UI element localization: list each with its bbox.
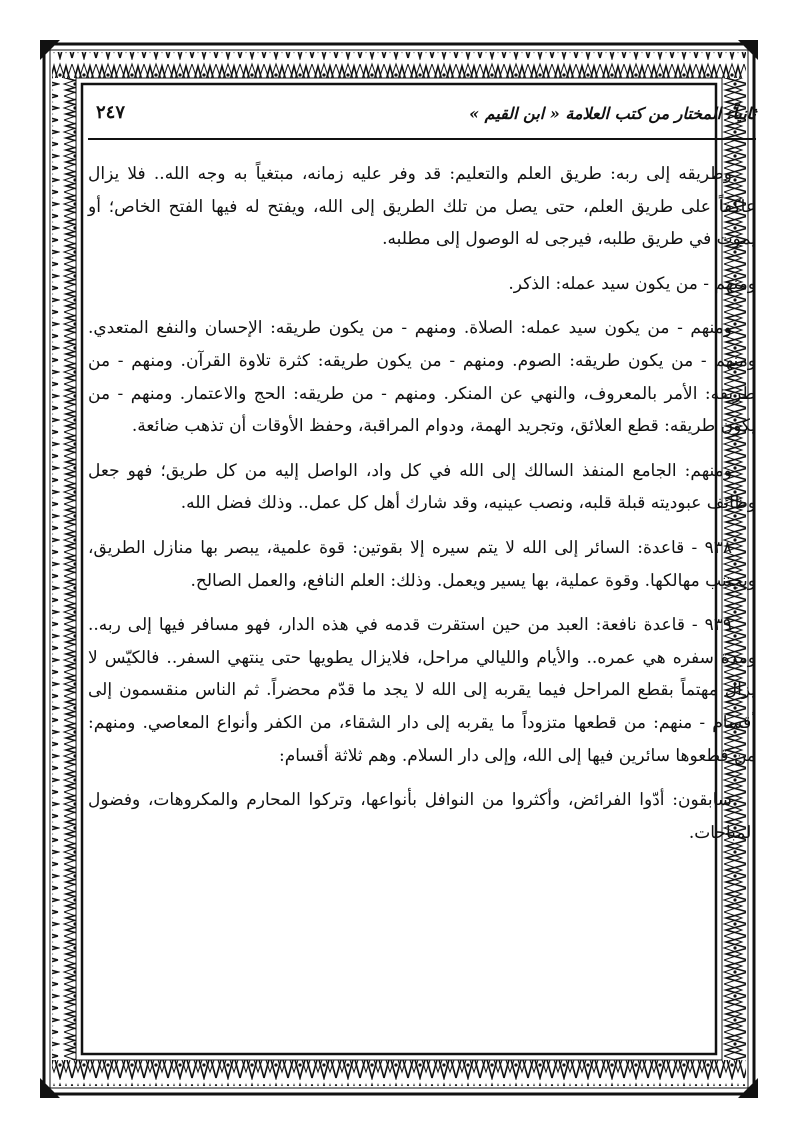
paragraph-5: ٩٣٨ - قاعدة: السائر إلى الله لا يتم سيره إلا بقوتين: قوة علمية، يبصر بها منازل الطريق، ويجتنب مهالكها. وقوة عملية، بها يسير ويعمل. وذلك: العلم النافع، والعمل الصالح. [88, 537, 756, 591]
page-number: ٢٤٧ [96, 102, 126, 123]
running-header [88, 92, 756, 140]
paragraph-1: وطريقه إلى ربه: طريق العلم والتعليم: قد وفر عليه زمانه، مبتغياً به وجه الله.. فلا يزال عاكفاً على طريق العلم، حتى يصل من تلك الطريق إلى الله، ويفتح له فيها الفتح الخاص؛ أو يموت في طريق طلبه، فيرجى له الوصول إلى مطلبه. [88, 164, 756, 250]
paragraph-6: ٩٣٩ - قاعدة نافعة: العبد من حين استقرت قدمه في هذه الدار، فهو مسافر فيها إلى ربه.. ومدة سفره هي عمره.. والأيام والليالي مراحل، فلايزال يطويها حتى ينتهي السفر.. فالكيّس لا يزال مهتماً بقطع المراحل فيما يقربه إلى الله لا يجد ما قدّم محضراً. ثم الناس منقسمون إلى أقسام - منهم: من قطعها متزوداً ما يقربه إلى دار الشقاء، من الكفر وأنواع المعاصي. ومنهم: من قطعوها سائرين فيها إلى الله، وإلى دار السلام. وهم ثلاثة أقسام: [88, 615, 756, 766]
running-title: ثانياً: المختار من كتب العلامة « ابن القيم » [469, 104, 756, 123]
paragraph-4: ومنهم: الجامع المنفذ السالك إلى الله في كل واد، الواصل إليه من كل طريق؛ فهو جعل وظائف عبوديته قبلة قلبه، ونصب عينيه، وقد شارك أهل كل عمل.. وذلك فضل الله. [88, 460, 756, 514]
paragraph-3: ومنهم - من يكون سيد عمله: الصلاة. ومنهم - من يكون طريقه: الإحسان والنفع المتعدي. ومنهم - من يكون طريقه: الصوم. ومنهم - من يكون طريقه: كثرة تلاوة القرآن. ومنهم - من طريقه: الأمر بالمعروف، والنهي عن المنكر. ومنهم - من طريقه: الحج والاعتمار. ومنهم - من يكون طريقه: قطع العلائق، وتجريد الهمة، ودوام المراقبة، وحفظ الأوقات أن تذهب ضائعة. [88, 318, 756, 437]
paragraph-2: ومنهم - من يكون سيد عمله: الذكر. [508, 273, 756, 294]
paragraph-7: سابقون: أدّوا الفرائض، وأكثروا من النوافل بأنواعها، وتركوا المحارم والمكروهات، وفضول المباحات. [88, 790, 756, 843]
page-content [88, 92, 756, 1052]
body-text [88, 158, 756, 849]
